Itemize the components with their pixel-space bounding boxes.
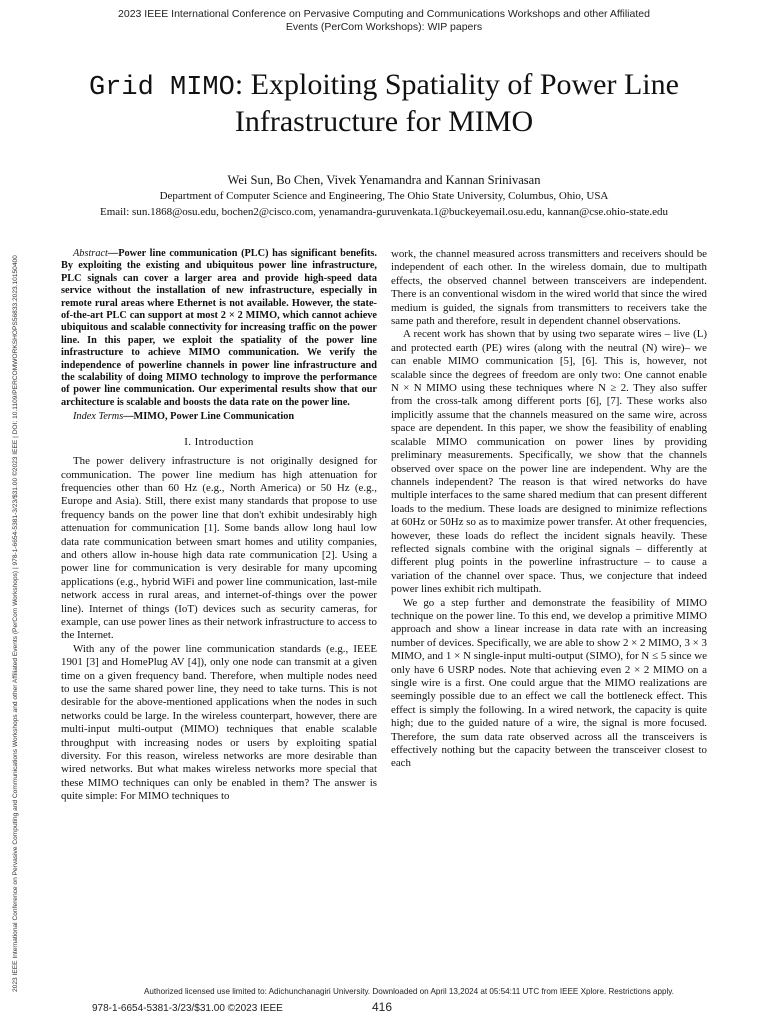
affiliation: Department of Computer Science and Engineering, The Ohio State University, Columbus, Ohio, USA (159, 190, 609, 202)
email-line: Email: sun.1868@osu.edu, bochen2@cisco.com, yenamandra-guruvenkata.1@buckeyemail.osu.edu, kannan@cse.ohio-state.edu (99, 206, 669, 218)
paragraph: work, the channel measured across transmitters and receivers should be independent of each other. In the wireless domain, due to multipath effects, the observed channel between transceivers are independent. There is an conventional wisdom in the wired world that since the wired medium is guided, the signals from transmitters to receivers take the same path and therefore, result in dependent channel observations. (391, 248, 707, 328)
paragraph: The power delivery infrastructure is not originally designed for communication. The power line medium has high attenuation for frequencies other than 60 Hz (e.g., North America) or 50 Hz (e.g., Europe and Asia). Still, there exist many standards that propose to use frequency bands on the power line that don't exhibit undesirably high attenuation for communication [1]. Some bands allow long haul low data rate communication between smart homes and utility companies, and others allow in-house high data rate communication [2]. Using a power line for communication is very desirable for many upcoming applications (e.g., hybrid WiFi and power line communication, last-mile network access in rural areas, and internet-of-things over the power line). Internet of things (IoT) devices such as security cameras, for example, can use power lines as their network infrastructure to access to the Internet. (61, 455, 377, 642)
right-column (391, 248, 707, 771)
index-terms-body: —MIMO, Power Line Communication (123, 411, 295, 423)
conference-header-line2: Events (PerCom Workshops): WIP papers (285, 21, 483, 33)
abstract-body: —Power line communication (PLC) has significant benefits. By exploiting the existing and ubiquitous power line infrastructure, PLC signals can cover a larger area and provide high-speed data service without the installation of new infrastructure, especially in remote rural areas where Ethernet is not available. However, the state-of-the-art PLC can support at most 2 × 2 MIMO, which cannot achieve ubiquitous and scalable connectivity for increasing traffic on the power line. In this paper, we exploit the spatiality of the power line infrastructure to achieve MIMO communication. We verify the independence of powerline channels in power line infrastructure and the scalability of doing MIMO technology to improve the performance of power line communication. Our experimental results show that our architecture is scalable and boosts the data rate on the power line. (61, 248, 377, 408)
title-line1-rest: : Exploiting Spatiality of Power Line (234, 68, 679, 101)
index-terms-lead: Index Terms (73, 411, 124, 423)
paragraph: We go a step further and demonstrate the feasibility of MIMO technique on the power line. To this end, we develop a primitive MIMO approach and show a linear increase in data rate with an increasing number of devices. Specifically, we are able to show 2 × 2 MIMO, 3 × 3 MIMO, and 1 × N single-input multi-output (SIMO), for N ≤ 5 since we only have 6 USRP nodes. Note that achieving even 2 × 2 MIMO on a single wire is a first. One could argue that the MIMO realizations are seemingly possible due to an effect we call the bottleneck effect. This effect is simply the following. In a wired network, the capacity is quite high; due to the guided nature of a wire, the signal is more focused. Therefore, the sum data rate observed across all the transceivers is effectively nothing but the capacity between the transceiver closest to each (391, 596, 707, 770)
title-line2: Infrastructure for MIMO (234, 105, 534, 138)
paragraph: A recent work has shown that by using two separate wires – live (L) and protected earth (PE) wires (along with the neutral (N) wire)– we can enable MIMO communication [5], [6]. This is, however, not scalable since the degrees of freedom are only two: One cannot enable N × N MIMO using these techniques where N ≥ 2. They also suffer from the cross-talk among different ports [6], [7]. These works also implicitly assume that the channels measured on the same wire, across space are dependent. In this paper, we show the feasibility of enabling scalable MIMO communication on power lines by providing preliminary measurements. Specifically, we show that the channels observed over space on the power line are independent. Why are the channels independent? The reason is that wired networks do have multiple interfaces to the same shared medium that can present different loads to the medium. These loads are designed to minimize reflections at 60Hz or 50Hz so as to maximize power transfer. At other frequencies, however, these loads do reflect the incident signals heavily. These reflected signals combine with the original signals – differently at different plug points in the powerline infrastructure – to cause a variation of the channel over space. Thus, we conjecture that indeed power lines exhibit rich multipath. (391, 328, 707, 596)
paper-title (40, 68, 728, 139)
authorized-use-notice: Authorized licensed use limited to: Adichunchanagiri University. Downloaded on April 13,2024 at 05:54:11 UTC from IEEE Xplore. Restrictions apply. (144, 987, 674, 996)
title-system-name: Grid MIMO (89, 73, 235, 103)
abstract (61, 248, 377, 409)
isbn-copyright: 978-1-6654-5381-3/23/$31.00 ©2023 IEEE (92, 1003, 283, 1014)
abstract-lead: Abstract (73, 248, 108, 259)
paragraph: With any of the power line communication standards (e.g., IEEE 1901 [3] and HomePlug AV [4]), only one node can transmit at a given time on a given frequency band. Therefore, when multiple nodes need to use the same shared power line, they need to take turns. This is not desirable for the above-mentioned applications when the nodes in such networks could be large. In the wireless counterpart, however, there are multi-input multi-output (MIMO) techniques that enable scalable throughput with increasing nodes or users by exploiting spatial diversity. For this reason, wireless networks are more desirable than wired networks. But what makes wireless networks more special that these MIMO techniques can only be enabled in them? The answer is quite simple: For MIMO techniques to (61, 642, 377, 803)
page-number: 416 (372, 1000, 393, 1014)
conference-header-line1: 2023 IEEE International Conference on Pervasive Computing and Communications Workshops and other Affiliated (118, 8, 650, 20)
side-citation-strip: 2023 IEEE International Conference on Pervasive Computing and Communications Workshops and other Affiliated Events (PerCom Workshops) | 978-1-6654-5381-3/23/$31.00 ©2023 IEEE | DOI: 10.1109/PERCOMWORKSHOPS56833.2023.10150400 (12, 255, 19, 992)
index-terms (61, 411, 377, 423)
conference-header (60, 8, 708, 34)
section-heading-introduction: I. Introduction (184, 435, 254, 448)
author-list: Wei Sun, Bo Chen, Vivek Yenamandra and Kannan Srinivasan (227, 173, 541, 187)
left-column (61, 248, 377, 804)
